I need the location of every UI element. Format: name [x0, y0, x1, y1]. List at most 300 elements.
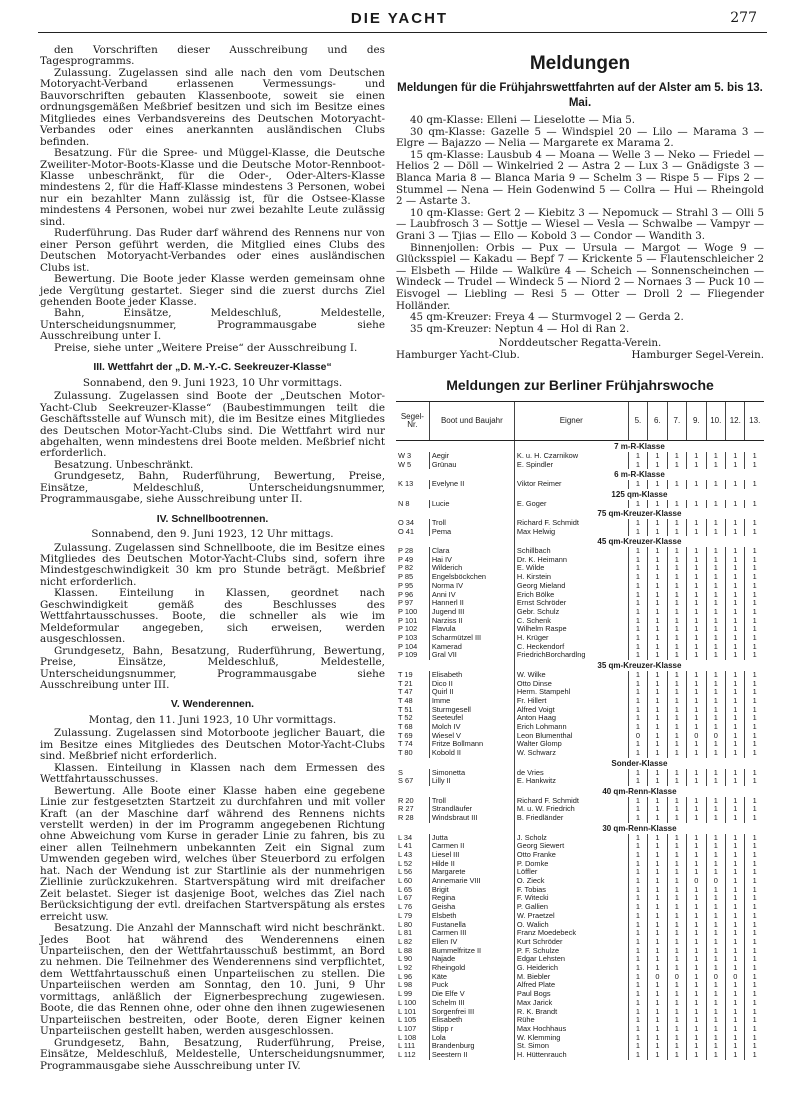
- race-mark: 1: [706, 651, 725, 660]
- meldungen-subtitle: Meldungen für die Frühjahrswettfahrten auf der Alster am 5. bis 13. Mai.: [397, 82, 763, 109]
- race-mark: 1: [667, 903, 686, 912]
- race-mark: 1: [726, 929, 745, 938]
- race-mark: 1: [628, 643, 647, 652]
- owner-name: O. Walich: [514, 921, 628, 930]
- boat-name: Hannerl II: [429, 599, 514, 608]
- race-mark: 1: [648, 797, 667, 806]
- race-mark: 1: [667, 938, 686, 947]
- race-mark: 1: [687, 814, 706, 823]
- table-row: [396, 564, 764, 573]
- boat-name: Grünau: [429, 461, 514, 470]
- race-mark: 1: [648, 777, 667, 786]
- boat-name: Margarete: [429, 868, 514, 877]
- race-mark: 1: [667, 671, 686, 680]
- race-mark: 1: [667, 651, 686, 660]
- race-mark: 1: [648, 599, 667, 608]
- body-paragraph: Bahn, Einsätze, Meldeschluß, Meldestelle, Unterscheidungsnummer, Programmausgabe siehe Ausschreibung unter I.: [40, 307, 385, 343]
- sail-number: T 48: [398, 696, 413, 705]
- race-mark: 1: [687, 842, 706, 851]
- owner-name: C. Heckendorf: [514, 643, 628, 652]
- race-mark: 1: [726, 860, 745, 869]
- table-row: [396, 1016, 764, 1025]
- race-mark: 1: [687, 714, 706, 723]
- race-mark: 1: [667, 964, 686, 973]
- owner-name: W. Schwarz: [514, 749, 628, 758]
- column-header: 12.: [726, 402, 745, 441]
- sail-number: L 82: [398, 937, 413, 946]
- race-mark: 1: [726, 591, 745, 600]
- sail-number: T 47: [398, 688, 413, 697]
- race-mark: 1: [648, 814, 667, 823]
- race-mark: 1: [628, 680, 647, 689]
- boat-name: Brigit: [429, 886, 514, 895]
- column-header: 6.: [648, 402, 667, 441]
- race-mark: 1: [745, 955, 764, 964]
- owner-name: Fr. Hillert: [514, 697, 628, 706]
- race-mark: 1: [745, 573, 764, 582]
- sail-number: T 68: [398, 723, 413, 732]
- section-4-title: IV. Schnellbootrennen.: [156, 513, 269, 525]
- table-row: [396, 643, 764, 652]
- race-mark: 0: [628, 732, 647, 741]
- column-header: 5.: [628, 402, 647, 441]
- race-mark: 1: [745, 805, 764, 814]
- race-mark: 1: [628, 851, 647, 860]
- section-5-title: V. Wenderennen.: [170, 699, 255, 711]
- race-mark: 1: [687, 556, 706, 565]
- race-mark: 1: [687, 1025, 706, 1034]
- race-mark: 1: [628, 749, 647, 758]
- sail-number: L 79: [398, 911, 413, 920]
- race-mark: 1: [628, 981, 647, 990]
- boat-name: Fritze Bollmann: [429, 740, 514, 749]
- race-mark: 1: [628, 625, 647, 634]
- right-column: [396, 45, 764, 1060]
- race-mark: 1: [745, 740, 764, 749]
- table-row: [396, 573, 764, 582]
- sail-number: P 95: [398, 581, 414, 590]
- race-mark: 1: [745, 599, 764, 608]
- table-row: [396, 732, 764, 741]
- race-mark: 1: [648, 452, 667, 461]
- race-mark: 1: [726, 947, 745, 956]
- race-mark: 1: [745, 903, 764, 912]
- race-mark: 1: [628, 564, 647, 573]
- owner-name: K. u. H. Czarnikow: [514, 452, 628, 461]
- race-mark: 1: [687, 617, 706, 626]
- race-mark: 1: [648, 500, 667, 509]
- boat-name: Carmen II: [429, 842, 514, 851]
- body-paragraph: Zulassung. Zugelassen sind alle nach den vom Deutschen Motoryacht-Verband erlassenen Vermessungs- und Bauvorschriften gebauten Klassenboote, soweit sie einen ordnungsgemäßen Meßbrief besitzen und sich im Besitze eines Mitgliedes eines Verbandsvereins des Deutschen Motoryacht-Verbandes oder eines anerkannten ausländischen Clubs befinden.: [40, 66, 385, 148]
- owner-name: Schillbach: [514, 547, 628, 556]
- race-mark: 1: [667, 1008, 686, 1017]
- owner-name: Max Jarick: [514, 999, 628, 1008]
- table-row: [396, 528, 764, 537]
- race-mark: 1: [628, 842, 647, 851]
- race-mark: 1: [628, 1042, 647, 1051]
- owner-name: F. Witecki: [514, 894, 628, 903]
- boat-name: Scharmützel III: [429, 634, 514, 643]
- race-mark: 1: [706, 964, 725, 973]
- section-3-title: III. Wettfahrt der „D. M.-Y.-C. Seekreuzer-Klasse“: [93, 362, 332, 374]
- race-mark: 1: [745, 480, 764, 489]
- sail-number: L 76: [398, 903, 413, 912]
- race-mark: 1: [667, 723, 686, 732]
- race-mark: 1: [745, 634, 764, 643]
- race-mark: 1: [667, 1051, 686, 1060]
- sail-number: P 104: [398, 642, 418, 651]
- race-mark: 1: [745, 999, 764, 1008]
- race-mark: 1: [706, 921, 725, 930]
- race-mark: 1: [687, 860, 706, 869]
- race-mark: 1: [628, 547, 647, 556]
- race-mark: 1: [745, 947, 764, 956]
- owner-name: Rühe: [514, 1016, 628, 1025]
- race-mark: 1: [745, 688, 764, 697]
- sail-number: P 109: [398, 651, 418, 660]
- race-mark: 1: [667, 877, 686, 886]
- table-row: [396, 999, 764, 1008]
- race-mark: 1: [726, 680, 745, 689]
- race-mark: 1: [706, 740, 725, 749]
- race-mark: 1: [667, 608, 686, 617]
- boat-name: Troll: [429, 797, 514, 806]
- race-mark: 1: [726, 500, 745, 509]
- race-mark: 1: [726, 814, 745, 823]
- owner-name: Erich Lohmann: [514, 723, 628, 732]
- boat-name: Wiesel V: [429, 732, 514, 741]
- race-mark: 1: [726, 651, 745, 660]
- sail-number: L 60: [398, 877, 413, 886]
- owner-name: P. Domke: [514, 860, 628, 869]
- boat-name: Liesel III: [429, 851, 514, 860]
- race-mark: 1: [726, 990, 745, 999]
- race-mark: 1: [648, 714, 667, 723]
- race-mark: 1: [667, 1016, 686, 1025]
- sail-number: L 65: [398, 885, 413, 894]
- owner-name: Alfred Voigt: [514, 706, 628, 715]
- race-mark: 1: [628, 903, 647, 912]
- table-row: [396, 625, 764, 634]
- race-mark: 1: [687, 805, 706, 814]
- race-mark: 1: [706, 706, 725, 715]
- race-mark: 1: [667, 851, 686, 860]
- table-row: [396, 634, 764, 643]
- race-mark: 1: [667, 697, 686, 706]
- boat-name: Puck: [429, 981, 514, 990]
- race-mark: 1: [648, 1008, 667, 1017]
- owner-name: Otto Franke: [514, 851, 628, 860]
- boat-name: Geisha: [429, 903, 514, 912]
- sail-number: T 74: [398, 740, 413, 749]
- sail-number: L 99: [398, 990, 413, 999]
- race-mark: 1: [628, 500, 647, 509]
- table-row: [396, 964, 764, 973]
- race-mark: 1: [745, 1016, 764, 1025]
- table-row: [396, 500, 764, 509]
- class-header-row: [396, 489, 764, 500]
- table-row: [396, 723, 764, 732]
- race-mark: 1: [706, 814, 725, 823]
- sail-number: K 13: [398, 480, 414, 489]
- race-mark: 1: [648, 706, 667, 715]
- race-mark: 1: [628, 714, 647, 723]
- race-mark: 1: [745, 608, 764, 617]
- race-mark: 0: [706, 973, 725, 982]
- race-mark: 1: [726, 964, 745, 973]
- race-mark: 1: [667, 1042, 686, 1051]
- boat-name: Jugend III: [429, 608, 514, 617]
- table-row: [396, 749, 764, 758]
- race-mark: 1: [726, 608, 745, 617]
- sail-number: L 96: [398, 972, 413, 981]
- race-mark: 1: [667, 814, 686, 823]
- sail-number: T 19: [398, 670, 413, 679]
- race-mark: 1: [706, 749, 725, 758]
- race-mark: 1: [726, 955, 745, 964]
- class-header-row: [396, 786, 764, 797]
- race-mark: 1: [648, 851, 667, 860]
- race-mark: 1: [726, 519, 745, 528]
- race-mark: 1: [745, 556, 764, 565]
- race-mark: 1: [706, 564, 725, 573]
- boat-name: Hilde II: [429, 860, 514, 869]
- race-mark: 1: [648, 519, 667, 528]
- owner-name: Anton Haag: [514, 714, 628, 723]
- meldungen-entries: [396, 115, 764, 335]
- race-mark: 1: [745, 625, 764, 634]
- race-mark: 1: [706, 680, 725, 689]
- race-mark: 1: [667, 582, 686, 591]
- entry-line: 45 qm-Kreuzer: Freya 4 — Sturmvogel 2 — Gerda 2.: [410, 311, 684, 324]
- race-mark: 1: [628, 814, 647, 823]
- race-mark: 1: [726, 903, 745, 912]
- race-mark: 1: [628, 617, 647, 626]
- sail-number: L 108: [398, 1033, 417, 1042]
- column-header: Segel-Nr.: [396, 402, 429, 441]
- entries-table: [396, 401, 764, 1060]
- race-mark: 1: [648, 732, 667, 741]
- race-mark: 1: [745, 697, 764, 706]
- race-mark: 1: [648, 617, 667, 626]
- section-5-paragraph: Grundgesetz, Bahn, Besatzung, Ruderführung, Preise, Einsätze, Meldeschluß, Meldestelle, Unterscheidungsnummer, Programmausgabe siehe Ausschreibung unter IV.: [40, 1036, 385, 1072]
- race-mark: 1: [726, 834, 745, 843]
- race-mark: 1: [687, 591, 706, 600]
- race-mark: 1: [628, 1034, 647, 1043]
- race-mark: 1: [667, 714, 686, 723]
- table-header-row: [396, 402, 764, 441]
- race-mark: 1: [745, 814, 764, 823]
- race-mark: 1: [726, 912, 745, 921]
- race-mark: 1: [667, 894, 686, 903]
- race-mark: 1: [687, 868, 706, 877]
- race-mark: 1: [706, 500, 725, 509]
- race-mark: 1: [648, 1016, 667, 1025]
- owner-name: FriedrichBorchardlng: [514, 651, 628, 660]
- race-mark: 1: [726, 643, 745, 652]
- race-mark: 1: [687, 1051, 706, 1060]
- sail-number: L 81: [398, 929, 413, 938]
- section-5-paragraph: Besatzung. Die Anzahl der Mannschaft wird nicht beschränkt. Jedes Boot hat während des Wenderennens einen Unparteiischen, den der Wettfahrtausschuß bestimmt, an Bord zu nehmen. Die Teilnehmer des Wenderennens sind verpflichtet, dem Wettfahrtausschuß einen Unparteiischen zu stellen. Die Unparteiischen werden am Sonntag, den 10. Juni, 9 Uhr vormittags, anläßlich der Eignerbesprechung zugewiesen. Boote, die das Rennen ohne, oder ohne den ihnen zugewiesenen Unparteiischen bestreiten, oder Boote, deren Eigner keinen Unparteiischen gestellt haben, werden ausgeschlossen.: [40, 922, 385, 1038]
- race-mark: 1: [726, 547, 745, 556]
- race-mark: 1: [726, 688, 745, 697]
- boat-name: Wilderich: [429, 564, 514, 573]
- class-name: 75 qm-Kreuzer-Klasse: [514, 508, 764, 519]
- sail-number: P 97: [398, 599, 414, 608]
- race-mark: 1: [726, 877, 745, 886]
- table-row: [396, 680, 764, 689]
- race-mark: 1: [687, 680, 706, 689]
- race-mark: 1: [667, 519, 686, 528]
- race-mark: 1: [628, 740, 647, 749]
- table-row: [396, 929, 764, 938]
- boat-name: Najade: [429, 955, 514, 964]
- race-mark: 1: [687, 886, 706, 895]
- table-row: [396, 480, 764, 489]
- class-name: Sonder-Klasse: [514, 758, 764, 769]
- race-mark: 1: [745, 769, 764, 778]
- boat-name: Annemarie VIII: [429, 877, 514, 886]
- race-mark: 1: [648, 1025, 667, 1034]
- sail-number: L 107: [398, 1024, 417, 1033]
- race-mark: 1: [706, 1051, 725, 1060]
- race-mark: 1: [745, 990, 764, 999]
- section-4-paragraphs: [40, 543, 385, 692]
- race-mark: 1: [687, 851, 706, 860]
- body-paragraph: Preise, siehe unter „Weitere Preise“ der Ausschreibung I.: [54, 341, 358, 354]
- race-mark: 1: [726, 634, 745, 643]
- race-mark: 1: [745, 851, 764, 860]
- race-mark: 1: [745, 528, 764, 537]
- section-4-paragraph: Zulassung. Zugelassen sind Schnellboote, die im Besitze eines Mitgliedes des Deutschen Motor-Yacht-Clubs sind, sofern ihre Mindestgeschwindigkeit 30 km pro Stunde beträgt. Meßbrief nicht erforderlich.: [40, 541, 385, 588]
- table-row: [396, 651, 764, 660]
- race-mark: 1: [706, 1042, 725, 1051]
- race-mark: 1: [726, 599, 745, 608]
- race-mark: 1: [667, 749, 686, 758]
- race-mark: 1: [648, 643, 667, 652]
- sail-number: O 41: [398, 527, 415, 536]
- section-4-date: Sonnabend, den 9. Juni 1923, 12 Uhr mittags.: [91, 528, 334, 541]
- race-mark: 1: [706, 912, 725, 921]
- boat-name: Die Elfe V: [429, 990, 514, 999]
- owner-name: F. Tobias: [514, 886, 628, 895]
- race-mark: 1: [687, 929, 706, 938]
- boat-name: Norma IV: [429, 582, 514, 591]
- intro-paragraphs: [40, 45, 385, 354]
- race-mark: 1: [706, 938, 725, 947]
- sail-number: T 21: [398, 679, 413, 688]
- boat-name: Ellen IV: [429, 938, 514, 947]
- race-mark: 1: [667, 643, 686, 652]
- table-row: [396, 814, 764, 823]
- race-mark: 1: [687, 634, 706, 643]
- race-mark: 1: [726, 625, 745, 634]
- race-mark: 1: [687, 981, 706, 990]
- race-mark: 1: [667, 452, 686, 461]
- race-mark: 1: [648, 912, 667, 921]
- owner-name: Max Helwig: [514, 528, 628, 537]
- race-mark: 1: [667, 886, 686, 895]
- race-mark: 1: [706, 868, 725, 877]
- section-3-paragraph: Besatzung. Unbeschränkt.: [54, 458, 194, 471]
- boat-name: Regina: [429, 894, 514, 903]
- owner-name: Alfred Plate: [514, 981, 628, 990]
- race-mark: 1: [706, 714, 725, 723]
- table-row: [396, 461, 764, 470]
- sail-number: S 67: [398, 777, 414, 786]
- race-mark: 1: [726, 1051, 745, 1060]
- section-5-paragraphs: [40, 728, 385, 1072]
- sail-number: L 56: [398, 868, 413, 877]
- sail-number: L 43: [398, 850, 413, 859]
- sail-number: T 52: [398, 714, 413, 723]
- race-mark: 1: [706, 688, 725, 697]
- owner-name: Paul Bogs: [514, 990, 628, 999]
- race-mark: 1: [628, 805, 647, 814]
- race-mark: 1: [648, 903, 667, 912]
- race-mark: 1: [706, 1025, 725, 1034]
- race-mark: 1: [706, 582, 725, 591]
- owner-name: H. Krüger: [514, 634, 628, 643]
- race-mark: 1: [745, 894, 764, 903]
- race-mark: 1: [628, 860, 647, 869]
- race-mark: 1: [706, 461, 725, 470]
- owner-name: Richard F. Schmidt: [514, 797, 628, 806]
- race-mark: 1: [648, 547, 667, 556]
- column-header: 13.: [745, 402, 764, 441]
- race-mark: 1: [687, 547, 706, 556]
- race-mark: 1: [706, 999, 725, 1008]
- owner-name: Viktor Reimer: [514, 480, 628, 489]
- column-header: 10.: [706, 402, 725, 441]
- race-mark: 1: [726, 723, 745, 732]
- race-mark: 1: [726, 564, 745, 573]
- race-mark: 1: [745, 1051, 764, 1060]
- race-mark: 1: [667, 860, 686, 869]
- race-mark: 1: [648, 749, 667, 758]
- race-mark: 1: [687, 947, 706, 956]
- owner-name: W. Klemming: [514, 1034, 628, 1043]
- sail-number: P 102: [398, 625, 418, 634]
- race-mark: 1: [667, 591, 686, 600]
- signature-center: Norddeutscher Regatta-Verein.: [498, 337, 662, 350]
- race-mark: 1: [706, 697, 725, 706]
- race-mark: 1: [628, 894, 647, 903]
- sail-number: O 34: [398, 518, 415, 527]
- race-mark: 1: [706, 860, 725, 869]
- race-mark: 1: [706, 1034, 725, 1043]
- boat-name: Hai IV: [429, 556, 514, 565]
- race-mark: 1: [628, 938, 647, 947]
- race-mark: 1: [667, 921, 686, 930]
- race-mark: 1: [745, 714, 764, 723]
- race-mark: 1: [628, 886, 647, 895]
- race-mark: 1: [706, 777, 725, 786]
- berlin-title: Meldungen zur Berliner Frühjahrswoche: [446, 377, 714, 394]
- race-mark: 1: [648, 947, 667, 956]
- race-mark: 1: [706, 842, 725, 851]
- table-row: [396, 912, 764, 921]
- boat-name: Elsbeth: [429, 912, 514, 921]
- race-mark: 1: [687, 528, 706, 537]
- race-mark: 1: [667, 868, 686, 877]
- race-mark: 1: [745, 732, 764, 741]
- boat-name: Sturmgesell: [429, 706, 514, 715]
- race-mark: 0: [726, 973, 745, 982]
- race-mark: 1: [648, 671, 667, 680]
- race-mark: 1: [687, 500, 706, 509]
- race-mark: 1: [687, 688, 706, 697]
